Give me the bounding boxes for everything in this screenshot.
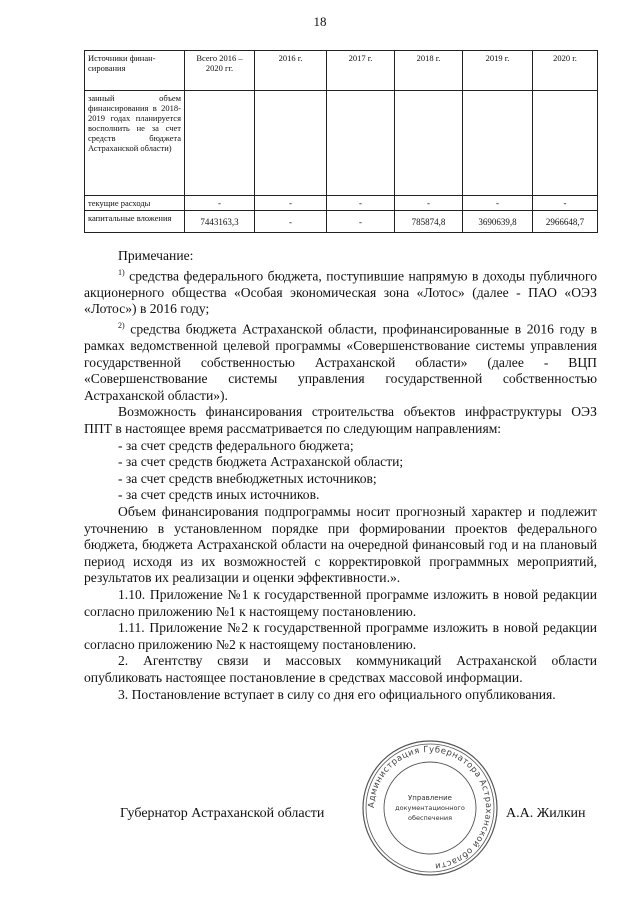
table-row bbox=[85, 196, 598, 211]
table-header-cell: Источники финан-сирования bbox=[85, 51, 185, 91]
table-cell: - bbox=[327, 196, 395, 211]
table-header-cell: 2020 г. bbox=[533, 51, 598, 91]
item-2: 2. Агентству связи и массовых коммуникаций Астраханской области опубликовать настоящее постановление в средствах массовой информации. bbox=[84, 653, 597, 685]
signature-title: Губернатор Астраханской области bbox=[120, 806, 325, 821]
direction-item: - за счет средств внебюджетных источников; bbox=[118, 470, 377, 486]
table-row-label: капитальные вложения bbox=[85, 211, 185, 233]
table-cell: - bbox=[255, 196, 327, 211]
table-cell: - bbox=[255, 211, 327, 233]
direction-item: - за счет средств федерального бюджета; bbox=[118, 437, 354, 453]
table-note-cell: занный объем финансирования в 2018-2019 годах планируется восполнить не за счет средств бюджета Астраханской области) bbox=[85, 91, 185, 196]
item-3: 3. Постановление вступает в силу со дня его официального опубликования. bbox=[118, 686, 556, 702]
footnote-text: средства федерального бюджета, поступившие напрямую в доходы публичного акционерного общества «Особая экономическая зона «Лотос» (далее - ПАО «ОЭЗ «Лотос») в 2016 году; bbox=[84, 268, 597, 317]
footnote-text: средства бюджета Астраханской области, профинансированные в 2016 году в рамках ведомственной целевой программы «Совершенствование системы управления государственной собственностью Астраханской области» (далее - ВЦП «Совершенствование системы управления государственной собственностью Астраханской области»). bbox=[84, 321, 597, 403]
table-cell: - bbox=[327, 211, 395, 233]
table-header-cell: 2016 г. bbox=[255, 51, 327, 91]
footnote-1 bbox=[84, 265, 597, 318]
footnote-mark: 2) bbox=[118, 320, 125, 330]
table-cell bbox=[533, 91, 598, 196]
stamp-line: обеспечения bbox=[407, 814, 453, 822]
direction-item: - за счет средств бюджета Астраханской области; bbox=[118, 454, 404, 470]
signature-block bbox=[0, 806, 640, 826]
table-cell: 7443163,3 bbox=[185, 211, 255, 233]
table-header-row bbox=[85, 51, 598, 91]
table-cell bbox=[185, 91, 255, 196]
table-header-cell: Всего 2016 – 2020 гг. bbox=[185, 51, 255, 91]
table-header-cell: 2019 г. bbox=[463, 51, 533, 91]
table-cell: 785874,8 bbox=[395, 211, 463, 233]
page-number: 18 bbox=[313, 14, 327, 29]
note-heading: Примечание: bbox=[118, 248, 194, 263]
stamp-seal-icon bbox=[360, 738, 500, 878]
table-row bbox=[85, 91, 598, 196]
table-cell bbox=[395, 91, 463, 196]
stamp-line: документационного bbox=[395, 804, 465, 812]
table-cell: - bbox=[395, 196, 463, 211]
item-1-10: 1.10. Приложение №1 к государственной программе изложить в новой редакции согласно приложению №1 к настоящему постановлению. bbox=[84, 586, 597, 619]
item-1-11: 1.11. Приложение №2 к государственной программе изложить в новой редакции согласно приложению №2 к настоящему постановлению. bbox=[84, 620, 597, 652]
table-header-cell: 2017 г. bbox=[327, 51, 395, 91]
table-cell: 3690639,8 bbox=[463, 211, 533, 233]
paragraph-possibility: Возможность финансирования строительства объектов инфраструктуры ОЭЗ ППТ в настоящее время рассматривается по следующим направлениям: bbox=[84, 404, 597, 436]
official-stamp bbox=[360, 738, 500, 878]
table-header-cell: 2018 г. bbox=[395, 51, 463, 91]
document-body bbox=[84, 248, 597, 703]
table-cell: - bbox=[533, 196, 598, 211]
table-row-label: текущие расходы bbox=[85, 196, 185, 211]
table-cell bbox=[327, 91, 395, 196]
table-cell: - bbox=[185, 196, 255, 211]
table-cell: - bbox=[463, 196, 533, 211]
table-cell bbox=[463, 91, 533, 196]
table-cell: 2966648,7 bbox=[533, 211, 598, 233]
direction-item: - за счет средств иных источников. bbox=[118, 487, 320, 503]
footnote-2 bbox=[84, 318, 597, 405]
table-cell bbox=[255, 91, 327, 196]
table-row bbox=[85, 211, 598, 233]
stamp-ring-text: Администрация Губернатора Астраханской области bbox=[366, 744, 494, 871]
financing-table bbox=[84, 50, 598, 233]
footnote-mark: 1) bbox=[118, 267, 125, 277]
stamp-line: Управление bbox=[408, 794, 452, 802]
paragraph-volume: Объем финансирования подпрограммы носит прогнозный характер и подлежит уточнению в установленном порядке при формировании проектов федерального бюджета, бюджета Астраханской области на очередной финансовый год и на плановый период исходя из их возможностей с корректировкой программных мероприятий, результатов их реализации и оценки эффективности.». bbox=[84, 503, 597, 586]
signature-name: А.А. Жилкин bbox=[506, 806, 586, 821]
